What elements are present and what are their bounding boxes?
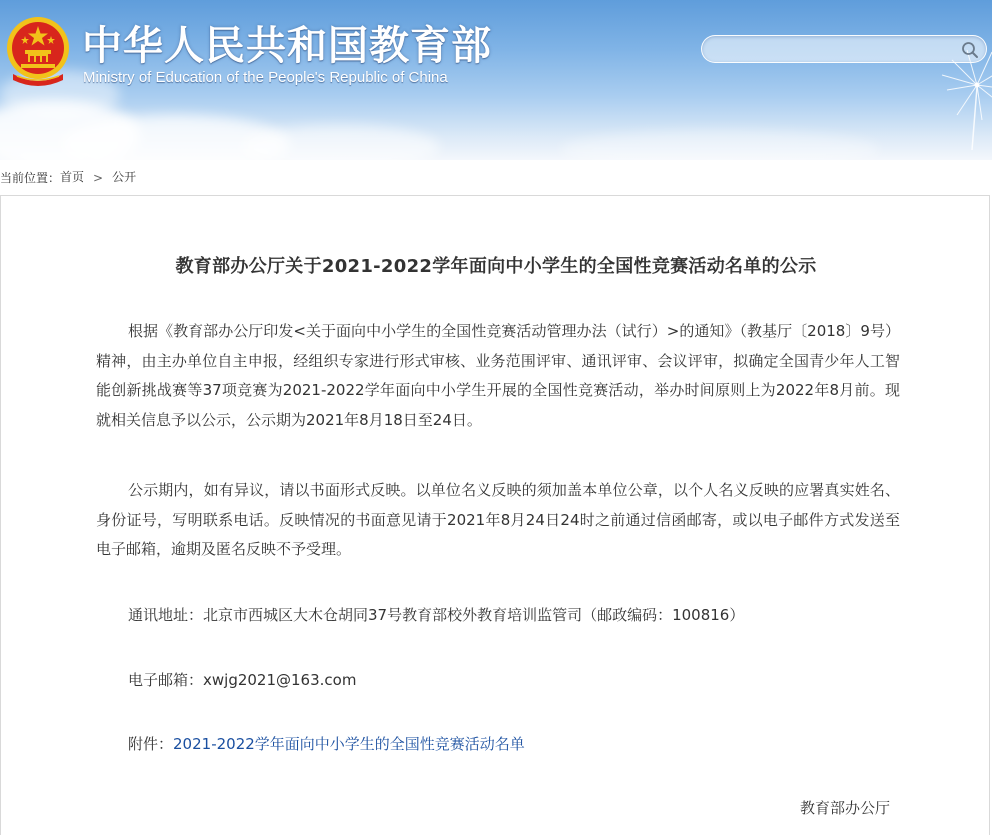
site-title-english: Ministry of Education of the People's Republic of China [83, 69, 448, 86]
article-paragraph-2 [96, 476, 900, 565]
site-header [0, 0, 992, 160]
article-title: 教育部办公厅关于2021-2022学年面向中小学生的全国性竞赛活动名单的公示 [175, 256, 817, 277]
mailing-address: 通讯地址：北京市西城区大木仓胡同37号教育部校外教育培训监管司（邮政编码：100816） [128, 606, 745, 624]
attachment-label: 附件： [128, 735, 174, 753]
breadcrumb-separator: > [93, 170, 104, 185]
paragraph-text: 根据《教育部办公厅印发<关于面向中小学生的全国性竞赛活动管理办法（试行）>的通知》（教基厅〔2018〕9号）精神，由主办单位自主申报，经组织专家进行形式审核、业务范围评审、通讯评审、会议评审，拟确定全国青少年人工智能创新挑战赛等37项竞赛为2021-2022学年面向中小学生开展的全国性竞赛活动，举办时间原则上为2022年8月前。现就相关信息予以公示，公示期为2021年8月18日至24日。 [96, 322, 900, 429]
attachment-link[interactable]: 2021-2022学年面向中小学生的全国性竞赛活动名单 [173, 735, 525, 753]
breadcrumb-prefix: 当前位置： [0, 171, 61, 185]
breadcrumb-public-link[interactable]: 公开 [112, 170, 137, 184]
signature: 教育部办公厅 [800, 799, 891, 817]
contact-email: 电子邮箱：xwjg2021@163.com [128, 671, 357, 689]
article-paragraph-1 [96, 317, 900, 435]
cloud-decoration [560, 130, 880, 160]
attachment-line [128, 733, 525, 754]
breadcrumb-home-link[interactable]: 首页 [60, 170, 85, 184]
breadcrumb [0, 168, 136, 184]
cloud-decoration [240, 125, 440, 160]
national-emblem-icon [3, 14, 73, 86]
site-title-chinese: 中华人民共和国教育部 [82, 23, 492, 69]
paragraph-text: 公示期内，如有异议，请以书面形式反映。以单位名义反映的须加盖本单位公章，以个人名义反映的应署真实姓名、身份证号，写明联系电话。反映情况的书面意见请于2021年8月24日24时之前通过信函邮寄，或以电子邮件方式发送至电子邮箱，逾期及匿名反映不予受理。 [96, 481, 900, 558]
search-box [701, 35, 987, 63]
search-input[interactable] [714, 39, 958, 61]
search-icon[interactable] [960, 40, 980, 60]
